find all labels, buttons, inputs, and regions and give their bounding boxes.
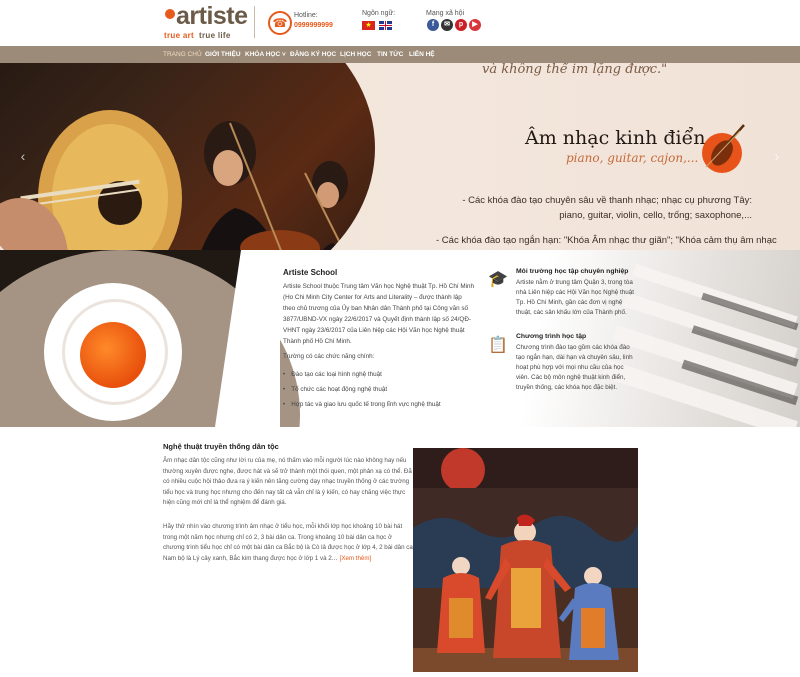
violin-icon bbox=[700, 123, 748, 175]
traditional-theatre-illustration bbox=[413, 448, 638, 672]
feature-text: Chương trình đào tạo gồm các khóa đào tạo ngắn hạn, dài hạn và chuyên sâu, linh hoạt phù hợp với mọi nhu cầu của học viên. Các bộ môn nghệ thuật kinh điển, truyền thống, các khóa học đặc biệt. bbox=[516, 344, 633, 391]
function-item: • Hợp tác và giao lưu quốc tế trong lĩnh vực nghệ thuật bbox=[283, 401, 441, 408]
about-description: Artiste School thuộc Trung tâm Văn học Nghệ thuật Tp. Hồ Chí Minh (Ho Chi Minh City Center for Arts and Literality – được thành lập theo chủ trương của Ủy ban Nhân dân Thành phố tại Công văn số 3877/UBND-VX ngày 22/6/2017 và Quyết định thành lập số 24/QĐ-VHNT ngày 23/6/2017 của Liên hiệp các Hội Văn học Nghệ thuật Thành phố Hồ Chí Minh. bbox=[283, 283, 474, 345]
feature-text: Artiste nằm ở trung tâm Quận 3, trong tòa nhà Liên hiệp các Hội Văn học Nghệ thuật Tp. Hồ Chí Minh, gần các đơn vị nghệ thuật, các sân khấu lớn của Thành phố. bbox=[516, 279, 634, 316]
read-more-link[interactable]: [Xem thêm] bbox=[339, 554, 372, 562]
feature-title: Môi trường học tập chuyên nghiệp bbox=[516, 268, 629, 275]
nav-schedule[interactable]: LỊCH HỌC bbox=[340, 51, 372, 58]
youtube-icon[interactable]: ▶ bbox=[469, 19, 481, 31]
about-title: Artiste School bbox=[283, 268, 338, 277]
hero-image bbox=[0, 63, 375, 250]
article-paragraph-1: Âm nhạc dân tộc cũng như lời ru của mẹ, nó thấm vào mỗi người lúc nào không hay nếu thường xuyên được nghe, được hát và sẽ trở thành một thói quen, một phản xạ có thể. Đã có nhiều cuộc hội thảo đưa ra ý kiến nên tăng cường dạy nhạc truyền thống ở các trường tiểu học và trung học nhưng cho đến nay tất cả vẫn chỉ là ý kiến, có hay chăng việc thực hiện cũng mới chỉ là thể nghiệm để đánh giá. bbox=[163, 457, 412, 506]
facebook-icon[interactable]: f bbox=[427, 19, 439, 31]
orange-sun-graphic bbox=[80, 322, 146, 388]
language-label: Ngôn ngữ: bbox=[362, 10, 396, 17]
nav-contact[interactable]: LIÊN HỆ bbox=[409, 51, 435, 58]
nav-home[interactable]: TRANG CHỦ bbox=[163, 51, 202, 58]
logo-tagline bbox=[164, 31, 231, 40]
article-title[interactable]: Nghệ thuật truyền thống dân tộc bbox=[163, 442, 279, 451]
article-paragraph-2-text: Hãy thử nhìn vào chương trình âm nhạc ở tiểu học, mỗi khối lớp học khoảng 10 bài hát trong một năm học nhưng chỉ có 2, 3 bài dân ca. Trong khoảng 10 bài dân ca học ở chương trình tiểu học chỉ có một bài dân ca Bắc bộ là Cò lả được học ở lớp 4, 2 bài dân ca Nam bộ là Lý cây xanh, Bắc kim thang được học ở lớp 1 và 2… bbox=[163, 523, 413, 562]
main-nav bbox=[0, 46, 800, 63]
function-item: • Đào tạo các loại hình nghệ thuật bbox=[283, 371, 382, 378]
slider-next-icon[interactable]: › bbox=[774, 148, 780, 164]
pinterest-icon[interactable]: p bbox=[455, 19, 467, 31]
hero-quote: và không thể im lặng được." bbox=[482, 63, 668, 77]
document-icon: 📋 bbox=[488, 337, 508, 354]
article-paragraph-2 bbox=[163, 522, 413, 564]
header-divider bbox=[254, 6, 255, 38]
slider-prev-icon[interactable]: ‹ bbox=[20, 148, 26, 164]
article-image bbox=[413, 448, 638, 672]
english-flag-icon[interactable] bbox=[379, 21, 392, 30]
hotline-label: Hotline: bbox=[294, 12, 318, 19]
nav-news[interactable]: TIN TỨC bbox=[377, 51, 404, 58]
email-icon[interactable]: ✉ bbox=[441, 19, 453, 31]
nav-courses[interactable]: KHÓA HỌC ˅ bbox=[245, 51, 286, 58]
logo-mark[interactable] bbox=[165, 9, 175, 19]
nav-register[interactable]: ĐĂNG KÝ HỌC bbox=[290, 51, 337, 58]
functions-intro: Trường có các chức năng chính: bbox=[283, 353, 375, 360]
hero-course-line-2: - Các khóa đào tạo ngắn hạn: "Khóa Âm nhạc thư giãn"; "Khóa cảm thụ âm nhạc bbox=[436, 235, 777, 246]
musicians-illustration bbox=[0, 63, 375, 250]
hotline-number[interactable]: 0999999999 bbox=[294, 22, 333, 29]
function-item: • Tổ chức các hoạt động nghệ thuật bbox=[283, 386, 387, 393]
social-label: Mạng xã hội bbox=[426, 10, 465, 17]
graduation-cap-icon: 🎓 bbox=[488, 271, 508, 288]
hero-slider bbox=[0, 63, 800, 250]
hero-course-line-1: - Các khóa đào tạo chuyên sâu về thanh nhạc; nhạc cụ phương Tây: piano, guitar, violin, cello, trống; saxophone,... bbox=[462, 195, 752, 221]
nav-about[interactable]: GIỚI THIỆU bbox=[205, 51, 241, 58]
hero-subtitle: piano, guitar, cajon,... bbox=[566, 151, 699, 165]
feature-title: Chương trình học tập bbox=[516, 333, 587, 340]
phone-icon: ☎ bbox=[268, 11, 292, 35]
logo-text[interactable]: artiste bbox=[176, 2, 248, 30]
tagline-part-2: true life bbox=[199, 31, 231, 40]
tagline-part-1: true art bbox=[164, 31, 194, 40]
about-section bbox=[0, 250, 800, 427]
vietnam-flag-icon[interactable]: ★ bbox=[362, 21, 375, 30]
hero-title: Âm nhạc kinh điển bbox=[525, 127, 706, 149]
